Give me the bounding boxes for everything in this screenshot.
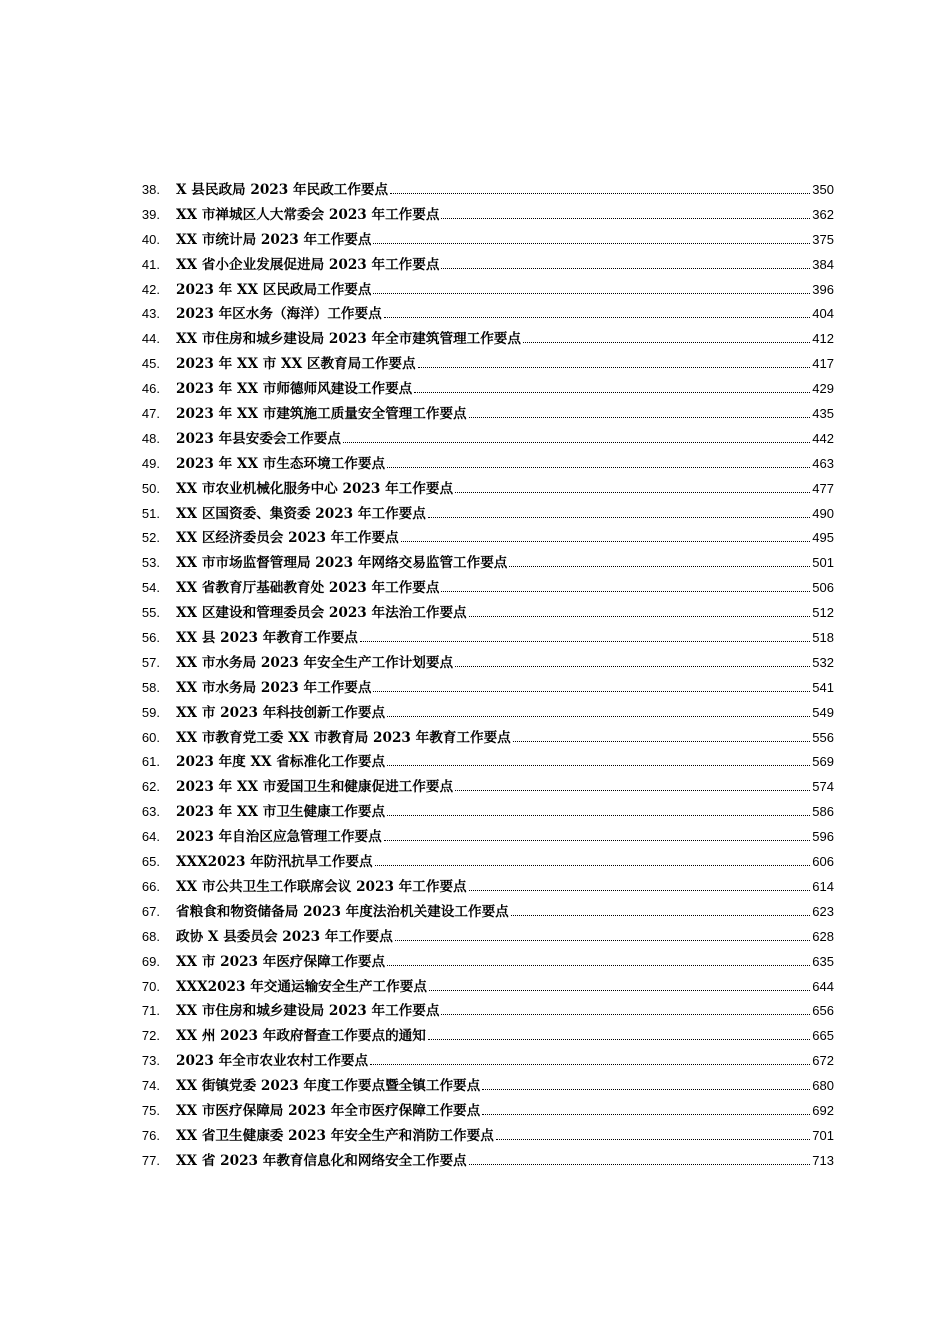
toc-entry-title[interactable]: XX 省小企业发展促进局 2023 年工作要点 (176, 256, 440, 273)
toc-entry-title[interactable]: XX 区经济委员会 2023 年工作要点 (176, 530, 399, 547)
toc-entry-number: 60. (141, 729, 160, 745)
toc-entry-title[interactable]: XXX2023 年交通运输安全生产工作要点 (176, 978, 427, 995)
toc-entry[interactable] (118, 302, 834, 327)
toc-entry[interactable] (118, 999, 834, 1024)
toc-entry-page-number: 518 (812, 630, 834, 646)
toc-entry-title[interactable]: XX 街镇党委 2023 年度工作要点暨全镇工作要点 (176, 1078, 481, 1095)
toc-entry[interactable] (118, 502, 834, 527)
toc-entry-title[interactable]: 2023 年 XX 市 XX 区教育局工作要点 (176, 356, 416, 373)
toc-entry-title[interactable]: 2023 年全市农业农村工作要点 (176, 1053, 369, 1070)
toc-entry[interactable] (118, 352, 834, 377)
toc-dot-leader (441, 217, 810, 219)
toc-dot-leader (401, 540, 811, 542)
toc-entry[interactable] (118, 900, 834, 925)
toc-entry-page-number: 574 (812, 779, 834, 795)
toc-entry-title[interactable]: 2023 年自治区应急管理工作要点 (176, 829, 382, 846)
toc-dot-leader (360, 640, 810, 642)
toc-entry-page-number: 442 (812, 430, 834, 446)
toc-entry-page-number: 586 (812, 804, 834, 820)
toc-dot-leader (513, 740, 811, 742)
toc-entry-page-number: 412 (812, 331, 834, 347)
toc-entry-number: 43. (141, 306, 160, 322)
toc-entry-number: 54. (141, 580, 160, 596)
toc-entry-page-number: 532 (812, 654, 834, 670)
toc-entry[interactable] (118, 950, 834, 975)
toc-dot-leader (469, 889, 811, 891)
toc-dot-leader (373, 242, 810, 244)
toc-entry-title[interactable]: 2023 年度 XX 省标准化工作要点 (176, 754, 386, 771)
toc-entry-number: 71. (141, 1003, 160, 1019)
toc-dot-leader (387, 466, 810, 468)
toc-entry[interactable] (118, 626, 834, 651)
toc-entry-title[interactable]: XX 市 2023 年科技创新工作要点 (176, 704, 386, 721)
toc-entry-title[interactable]: XX 市水务局 2023 年安全生产工作计划要点 (176, 654, 454, 671)
toc-dot-leader (469, 615, 811, 617)
toc-entry-number: 72. (141, 1028, 160, 1044)
toc-dot-leader (418, 366, 811, 368)
toc-entry[interactable] (118, 850, 834, 875)
toc-entry[interactable] (118, 452, 834, 477)
toc-entry-title[interactable]: 2023 年 XX 市建筑施工质量安全管理工作要点 (176, 406, 467, 423)
toc-entry-number: 48. (141, 430, 160, 446)
toc-dot-leader (455, 491, 810, 493)
toc-entry[interactable] (118, 601, 834, 626)
toc-dot-leader (387, 764, 810, 766)
toc-entry-number: 53. (141, 555, 160, 571)
toc-entry-page-number: 477 (812, 480, 834, 496)
toc-entry-number: 40. (141, 231, 160, 247)
toc-entry[interactable] (118, 701, 834, 726)
toc-entry[interactable] (118, 775, 834, 800)
toc-entry-number: 51. (141, 505, 160, 521)
toc-dot-leader (428, 1038, 810, 1040)
toc-entry[interactable] (118, 1124, 834, 1149)
toc-entry-number: 50. (141, 480, 160, 496)
toc-entry[interactable] (118, 477, 834, 502)
table-of-contents (118, 178, 834, 1174)
toc-entry-title[interactable]: XX 市公共卫生工作联席会议 2023 年工作要点 (176, 878, 467, 895)
toc-entry-title[interactable]: 2023 年县安委会工作要点 (176, 430, 341, 447)
toc-dot-leader (390, 192, 810, 194)
toc-entry-number: 46. (141, 381, 160, 397)
toc-entry-number: 56. (141, 630, 160, 646)
toc-entry[interactable] (118, 651, 834, 676)
toc-entry-page-number: 506 (812, 580, 834, 596)
toc-dot-leader (373, 292, 810, 294)
toc-entry-page-number: 596 (812, 829, 834, 845)
toc-dot-leader (429, 989, 810, 991)
toc-entry-number: 55. (141, 605, 160, 621)
toc-entry[interactable] (118, 975, 834, 1000)
toc-entry[interactable] (118, 676, 834, 701)
toc-entry-title[interactable]: XXX2023 年防汛抗旱工作要点 (176, 854, 373, 871)
toc-entry[interactable] (118, 278, 834, 303)
toc-entry-number: 75. (141, 1102, 160, 1118)
toc-entry-number: 74. (141, 1078, 160, 1094)
toc-dot-leader (441, 267, 810, 269)
toc-entry-title[interactable]: XX 州 2023 年政府督查工作要点的通知 (176, 1028, 426, 1045)
toc-entry[interactable] (118, 726, 834, 751)
toc-dot-leader (482, 1113, 810, 1115)
toc-dot-leader (509, 565, 810, 567)
toc-entry-page-number: 417 (812, 356, 834, 372)
toc-entry[interactable] (118, 377, 834, 402)
toc-dot-leader (441, 1013, 810, 1015)
toc-entry-page-number: 614 (812, 878, 834, 894)
toc-entry-title[interactable]: 2023 年 XX 市爱国卫生和健康促进工作要点 (176, 779, 454, 796)
toc-entry-number: 39. (141, 206, 160, 222)
toc-entry-title[interactable]: XX 市市场监督管理局 2023 年网络交易监管工作要点 (176, 555, 508, 572)
toc-entry-page-number: 435 (812, 406, 834, 422)
toc-entry-page-number: 680 (812, 1078, 834, 1094)
toc-entry-number: 58. (141, 679, 160, 695)
toc-entry-title[interactable]: XX 区国资委、集资委 2023 年工作要点 (176, 505, 426, 522)
toc-entry-page-number: 495 (812, 530, 834, 546)
toc-dot-leader (384, 839, 811, 841)
toc-entry-title[interactable]: XX 市水务局 2023 年工作要点 (176, 679, 372, 696)
toc-entry-number: 61. (141, 754, 160, 770)
toc-entry-title[interactable]: 省粮食和物资储备局 2023 年度法治机关建设工作要点 (176, 903, 509, 920)
toc-entry-number: 64. (141, 829, 160, 845)
toc-entry[interactable] (118, 750, 834, 775)
toc-entry-title[interactable]: XX 市住房和城乡建设局 2023 年全市建筑管理工作要点 (176, 331, 521, 348)
toc-entry[interactable] (118, 327, 834, 352)
toc-entry-page-number: 623 (812, 903, 834, 919)
toc-entry-title[interactable]: 2023 年 XX 市卫生健康工作要点 (176, 804, 386, 821)
toc-entry-page-number: 404 (812, 306, 834, 322)
toc-entry-title[interactable]: XX 省卫生健康委 2023 年安全生产和消防工作要点 (176, 1127, 494, 1144)
toc-entry-page-number: 644 (812, 978, 834, 994)
toc-entry[interactable] (118, 925, 834, 950)
toc-entry-number: 44. (141, 331, 160, 347)
toc-entry-page-number: 384 (812, 256, 834, 272)
toc-entry-number: 41. (141, 256, 160, 272)
toc-entry[interactable] (118, 551, 834, 576)
toc-dot-leader (375, 864, 811, 866)
toc-entry[interactable] (118, 228, 834, 253)
toc-entry-number: 59. (141, 704, 160, 720)
toc-entry-page-number: 396 (812, 281, 834, 297)
toc-dot-leader (496, 1138, 810, 1140)
toc-entry-number: 77. (141, 1152, 160, 1168)
toc-entry-page-number: 672 (812, 1053, 834, 1069)
toc-entry[interactable] (118, 1074, 834, 1099)
toc-entry-page-number: 463 (812, 455, 834, 471)
toc-entry[interactable] (118, 800, 834, 825)
toc-entry[interactable] (118, 526, 834, 551)
toc-entry-number: 62. (141, 779, 160, 795)
toc-entry-page-number: 490 (812, 505, 834, 521)
toc-entry-title[interactable]: XX 市教育党工委 XX 市教育局 2023 年教育工作要点 (176, 729, 511, 746)
toc-entry-number: 42. (141, 281, 160, 297)
toc-dot-leader (373, 690, 810, 692)
toc-dot-leader (387, 715, 810, 717)
toc-dot-leader (428, 516, 810, 518)
toc-entry-number: 57. (141, 654, 160, 670)
toc-entry-title[interactable]: XX 市医疗保障局 2023 年全市医疗保障工作要点 (176, 1102, 481, 1119)
toc-entry-number: 65. (141, 854, 160, 870)
toc-entry-number: 68. (141, 928, 160, 944)
toc-entry[interactable] (118, 203, 834, 228)
toc-entry-title[interactable]: XX 区建设和管理委员会 2023 年法治工作要点 (176, 605, 467, 622)
toc-entry-page-number: 701 (812, 1127, 834, 1143)
toc-dot-leader (387, 814, 810, 816)
toc-entry-page-number: 635 (812, 953, 834, 969)
toc-entry[interactable] (118, 576, 834, 601)
toc-entry-page-number: 375 (812, 231, 834, 247)
toc-dot-leader (511, 914, 811, 916)
toc-entry-number: 45. (141, 356, 160, 372)
toc-entry-title[interactable]: 2023 年区水务（海洋）工作要点 (176, 306, 382, 323)
toc-entry[interactable] (118, 178, 834, 203)
toc-entry-page-number: 429 (812, 381, 834, 397)
toc-entry-page-number: 501 (812, 555, 834, 571)
toc-entry-page-number: 569 (812, 754, 834, 770)
toc-entry[interactable] (118, 1024, 834, 1049)
toc-dot-leader (370, 1063, 810, 1065)
toc-dot-leader (441, 590, 810, 592)
toc-entry-page-number: 628 (812, 928, 834, 944)
toc-entry-page-number: 541 (812, 679, 834, 695)
toc-entry-title[interactable]: 2023 年 XX 市生态环境工作要点 (176, 455, 386, 472)
toc-entry-title[interactable]: XX 市禅城区人大常委会 2023 年工作要点 (176, 206, 440, 223)
toc-entry-number: 76. (141, 1127, 160, 1143)
toc-entry-number: 47. (141, 406, 160, 422)
toc-dot-leader (455, 789, 810, 791)
toc-dot-leader (387, 964, 810, 966)
toc-entry-title[interactable]: XX 县 2023 年教育工作要点 (176, 630, 358, 647)
toc-entry-number: 69. (141, 953, 160, 969)
toc-entry-page-number: 512 (812, 605, 834, 621)
toc-entry-number: 63. (141, 804, 160, 820)
toc-entry-page-number: 656 (812, 1003, 834, 1019)
toc-dot-leader (455, 665, 810, 667)
toc-entry[interactable] (118, 253, 834, 278)
toc-entry-page-number: 692 (812, 1102, 834, 1118)
toc-dot-leader (343, 441, 810, 443)
toc-entry-page-number: 665 (812, 1028, 834, 1044)
toc-entry-title[interactable]: 政协 X 县委员会 2023 年工作要点 (176, 928, 393, 945)
toc-entry-number: 52. (141, 530, 160, 546)
toc-entry[interactable] (118, 1049, 834, 1074)
toc-dot-leader (523, 341, 810, 343)
toc-entry[interactable] (118, 825, 834, 850)
toc-entry-title[interactable]: XX 省 2023 年教育信息化和网络安全工作要点 (176, 1152, 467, 1169)
toc-dot-leader (469, 1163, 811, 1165)
toc-entry-title[interactable]: XX 市 2023 年医疗保障工作要点 (176, 953, 386, 970)
toc-entry-title[interactable]: 2023 年 XX 市师德师风建设工作要点 (176, 381, 413, 398)
toc-entry-page-number: 549 (812, 704, 834, 720)
toc-entry-number: 73. (141, 1053, 160, 1069)
toc-entry-page-number: 350 (812, 182, 834, 197)
toc-entry[interactable] (118, 1149, 834, 1174)
toc-dot-leader (482, 1088, 810, 1090)
toc-dot-leader (414, 391, 810, 393)
toc-entry-number: 38. (141, 182, 160, 197)
toc-entry-title[interactable]: XX 省教育厅基础教育处 2023 年工作要点 (176, 580, 440, 597)
toc-entry-number: 70. (141, 978, 160, 994)
toc-entry-page-number: 606 (812, 854, 834, 870)
toc-entry-title[interactable]: XX 市农业机械化服务中心 2023 年工作要点 (176, 480, 454, 497)
toc-entry-title[interactable]: XX 市统计局 2023 年工作要点 (176, 231, 372, 248)
toc-dot-leader (384, 316, 811, 318)
toc-entry[interactable] (118, 875, 834, 900)
toc-entry[interactable] (118, 402, 834, 427)
toc-entry-title[interactable]: 2023 年 XX 区民政局工作要点 (176, 281, 372, 298)
toc-entry-page-number: 556 (812, 729, 834, 745)
toc-entry[interactable] (118, 427, 834, 452)
toc-entry-number: 49. (141, 455, 160, 471)
toc-dot-leader (395, 939, 810, 941)
toc-entry[interactable] (118, 1099, 834, 1124)
toc-entry-page-number: 713 (812, 1152, 834, 1168)
toc-entry-page-number: 362 (812, 206, 834, 222)
toc-dot-leader (469, 416, 811, 418)
toc-entry-title[interactable]: XX 市住房和城乡建设局 2023 年工作要点 (176, 1003, 440, 1020)
toc-entry-number: 67. (141, 903, 160, 919)
toc-entry-number: 66. (141, 878, 160, 894)
toc-entry-title[interactable]: X 县民政局 2023 年民政工作要点 (176, 182, 389, 198)
